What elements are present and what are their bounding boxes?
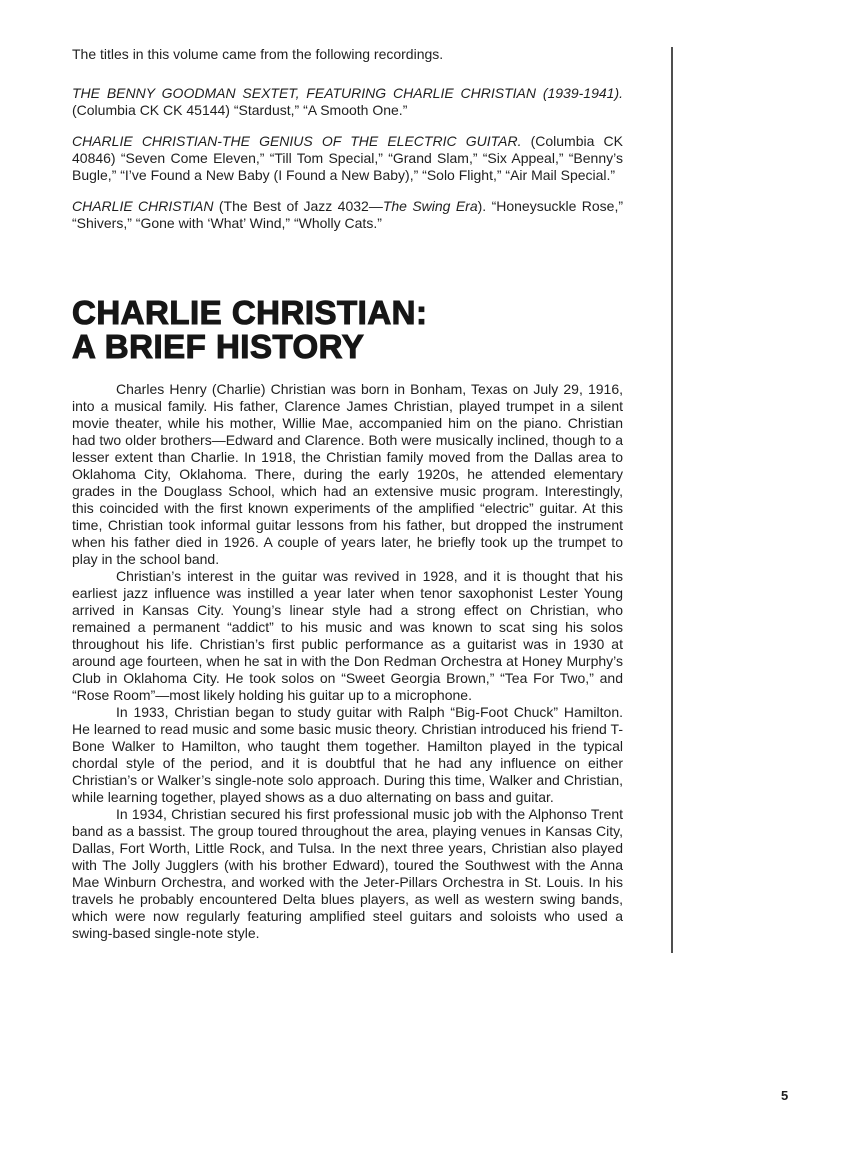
- album-details: (Columbia CK CK 45144) “Stardust,” “A Smooth One.”: [72, 102, 408, 118]
- vertical-divider-rule: [671, 47, 673, 953]
- recording-citation-1: [72, 85, 623, 119]
- album-title: CHARLIE CHRISTIAN-THE GENIUS OF THE ELECTRIC GUITAR.: [72, 133, 522, 149]
- body-paragraph-2: Christian’s interest in the guitar was revived in 1928, and it is thought that his earliest jazz influence was instilled a year later when tenor saxophonist Lester Young arrived in Kansas City. Young’s linear style had a strong effect on Christian, who remained a permanent “addict” to his music and was known to scat sing his solos throughout his life. Christian’s first public performance as a guitarist was in 1930 at around age fourteen, when he sat in with the Don Redman Orchestra at Honey Murphy’s Club in Oklahoma City. He took solos on “Sweet Georgia Brown,” “Tea For Two,” and “Rose Room”—most likely holding his guitar up to a microphone.: [72, 568, 623, 703]
- intro-text: The titles in this volume came from the following recordings.: [72, 46, 444, 62]
- chapter-title: [72, 296, 623, 364]
- album-details-tail: ). “Honeysuckle Rose,” “Shivers,” “Gone with ‘What’ Wind,” “Wholly Cats.”: [72, 198, 623, 231]
- chapter-title-line-2: A BRIEF HISTORY: [72, 328, 365, 365]
- chapter-title-line-1: CHARLIE CHRISTIAN:: [72, 294, 428, 331]
- recording-citation-3: [72, 198, 623, 232]
- body-paragraph-4: In 1934, Christian secured his first professional music job with the Alphonso Trent band as a bassist. The group toured throughout the area, playing venues in Kansas City, Dallas, Fort Worth, Little Rock, and Tulsa. In the next three years, Christian also played with The Jolly Jugglers (with his brother Edward), toured the Southwest with the Anna Mae Winburn Orchestra, and worked with the Jeter-Pillars Orchestra in St. Louis. In his travels he probably encountered Delta blues players, as well as western swing bands, which were now regularly featuring amplified steel guitars and soloists who used a swing-based single-note style.: [72, 806, 623, 941]
- body-paragraph-3: In 1933, Christian began to study guitar with Ralph “Big-Foot Chuck” Hamilton. He learned to read music and some basic music theory. Christian introduced his friend T-Bone Walker to Hamilton, who taught them together. Hamilton played in the typical chordal style of the period, and it is doubtful that he had any influence on either Christian’s or Walker’s single-note solo approach. During this time, Walker and Christian, while learning together, played shows as a duo alternating on bass and guitar.: [72, 704, 623, 805]
- album-details: (Columbia CK 40846) “Seven Come Eleven,” “Till Tom Special,” “Grand Slam,” “Six Appeal,” “Benny’s Bugle,” “I’ve Found a New Baby (I Found a New Baby),” “Solo Flight,” “Air Mail Special.”: [72, 133, 623, 183]
- recording-citation-2: [72, 133, 623, 184]
- album-subtitle-italic: The Swing Era: [382, 198, 478, 214]
- album-title: CHARLIE CHRISTIAN: [72, 198, 214, 214]
- album-title: THE BENNY GOODMAN SEXTET, FEATURING CHARLIE CHRISTIAN (1939-1941).: [72, 85, 623, 101]
- body-paragraph-1: Charles Henry (Charlie) Christian was born in Bonham, Texas on July 29, 1916, into a musical family. His father, Clarence James Christian, played trumpet in a silent movie theater, while his mother, Willie Mae, accompanied him on the piano. Christian had two older brothers—Edward and Clarence. Both were musically inclined, though to a lesser extent than Charlie. In 1918, the Christian family moved from the Dallas area to Oklahoma City, Oklahoma. There, during the early 1920s, he attended elementary grades in the Douglass School, which had an extensive music program. Interestingly, this coincided with the first known experiments of the amplified “electric” guitar. At this time, Christian took informal guitar lessons from his father, but dropped the instrument when his father died in 1926. A couple of years later, he briefly took up the trumpet to play in the school band.: [72, 381, 623, 567]
- text-column: [72, 46, 623, 942]
- page-number: 5: [781, 1088, 789, 1103]
- album-details: (The Best of Jazz 4032—: [213, 198, 383, 214]
